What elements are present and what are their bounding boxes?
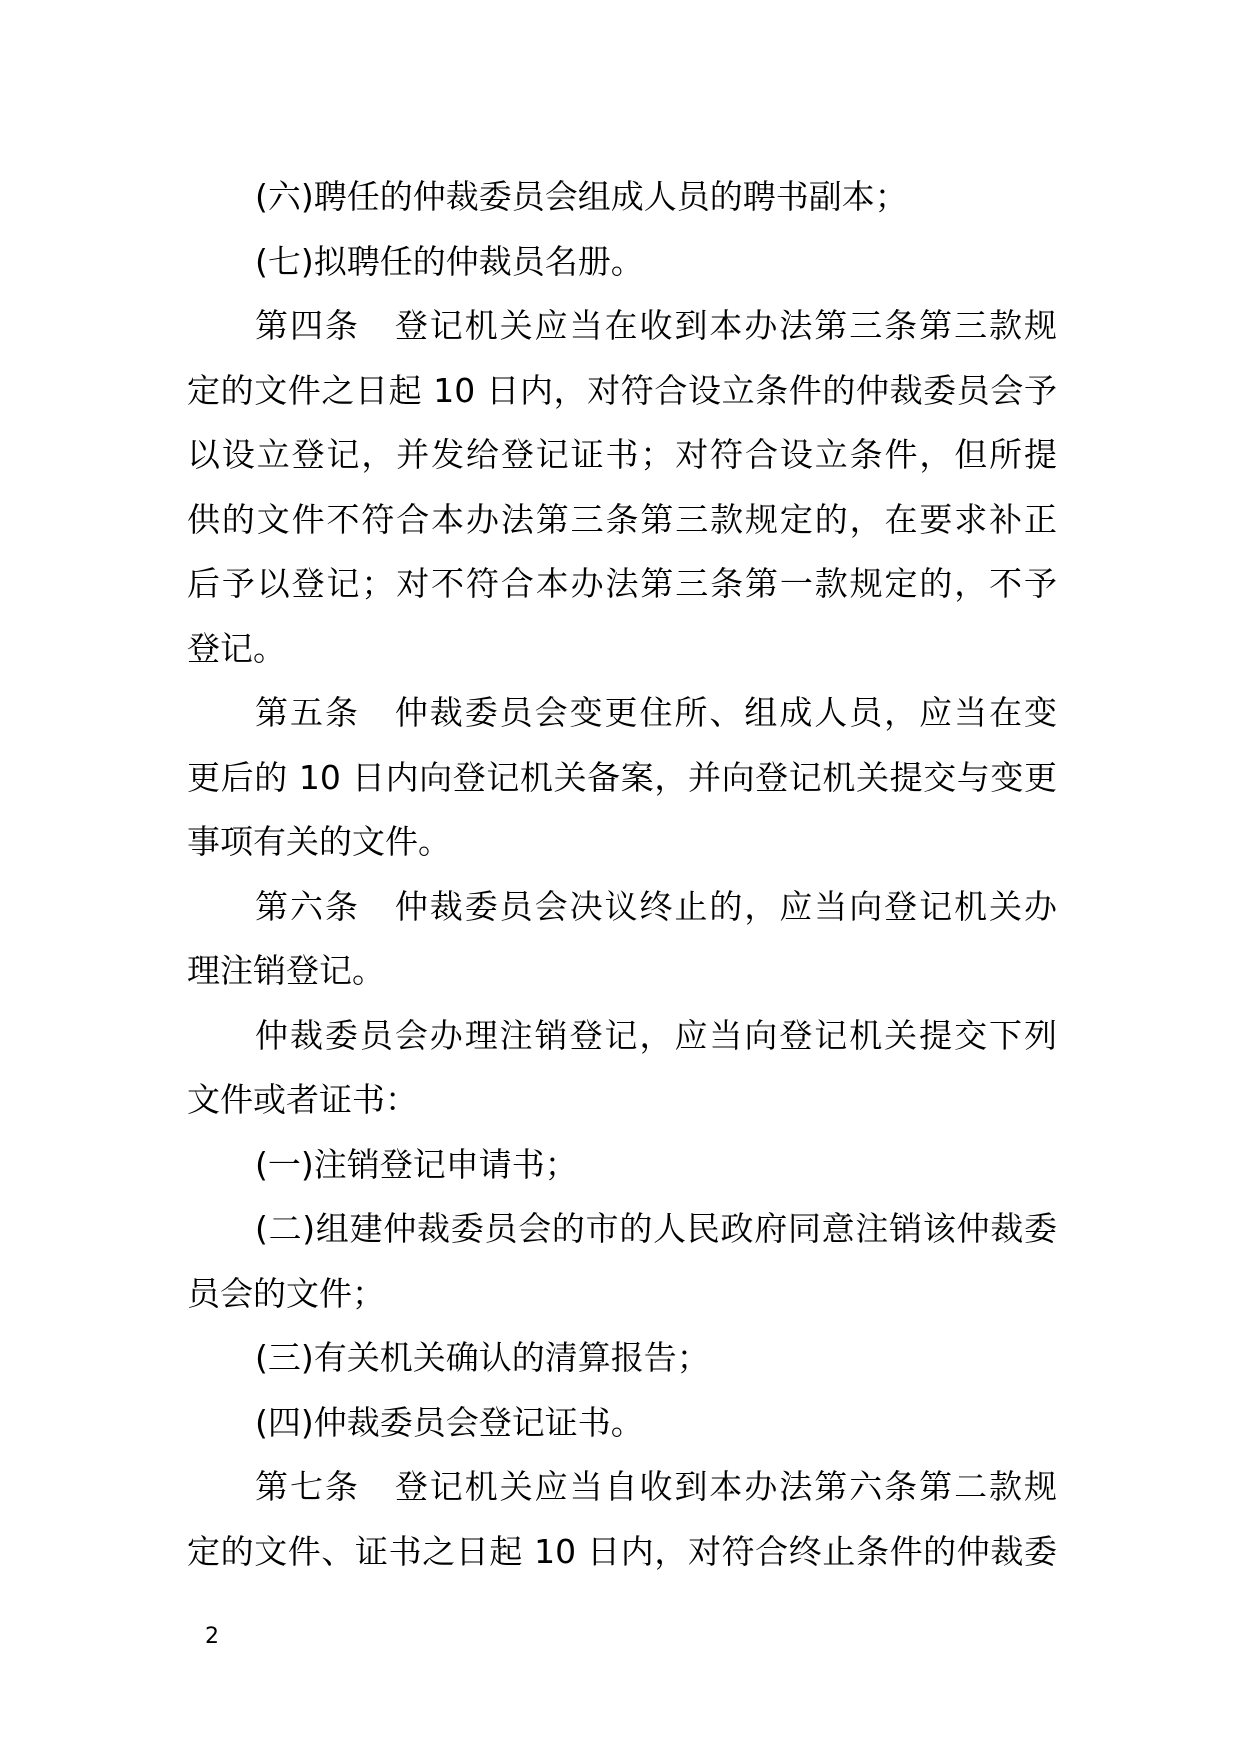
text-line: 更后的 10 日内向登记机关备案，并向登记机关提交与变更 (187, 757, 1057, 797)
text-line: (七)拟聘任的仲裁员名册。 (255, 241, 644, 281)
text-line: 定的文件之日起 10 日内，对符合设立条件的仲裁委员会予 (187, 370, 1057, 410)
text-line: 第六条 仲裁委员会决议终止的，应当向登记机关办 (255, 886, 1057, 926)
text-line: (六)聘任的仲裁委员会组成人员的聘书副本； (255, 177, 908, 216)
text-line: 登记。 (187, 628, 286, 668)
document-body (187, 165, 1057, 1584)
text-line: 第五条 仲裁委员会变更住所、组成人员，应当在变 (255, 693, 1057, 732)
text-line: (二)组建仲裁委员会的市的人民政府同意注销该仲裁委 (255, 1209, 1057, 1248)
text-line: 文件或者证书： (187, 1080, 418, 1119)
text-line: (四)仲裁委员会登记证书。 (255, 1402, 644, 1442)
text-line: (三)有关机关确认的清算报告； (255, 1338, 710, 1377)
text-line: 后予以登记；对不符合本办法第三条第一款规定的，不予 (187, 564, 1057, 603)
page-number: 2 (205, 1624, 219, 1649)
text-line: 第七条 登记机关应当自收到本办法第六条第二款规 (255, 1467, 1057, 1506)
text-line: 理注销登记。 (187, 951, 385, 990)
text-line: 供的文件不符合本办法第三条第三款规定的，在要求补正 (187, 499, 1057, 539)
text-line: 员会的文件； (187, 1273, 385, 1313)
text-line: 仲裁委员会办理注销登记，应当向登记机关提交下列 (255, 1015, 1057, 1055)
text-line: 事项有关的文件。 (187, 822, 451, 861)
text-line: 定的文件、证书之日起 10 日内，对符合终止条件的仲裁委 (187, 1531, 1057, 1571)
text-line: (一)注销登记申请书； (255, 1144, 578, 1184)
text-line: 以设立登记，并发给登记证书；对符合设立条件，但所提 (187, 435, 1057, 474)
text-line: 第四条 登记机关应当在收到本办法第三条第三款规 (255, 306, 1057, 345)
